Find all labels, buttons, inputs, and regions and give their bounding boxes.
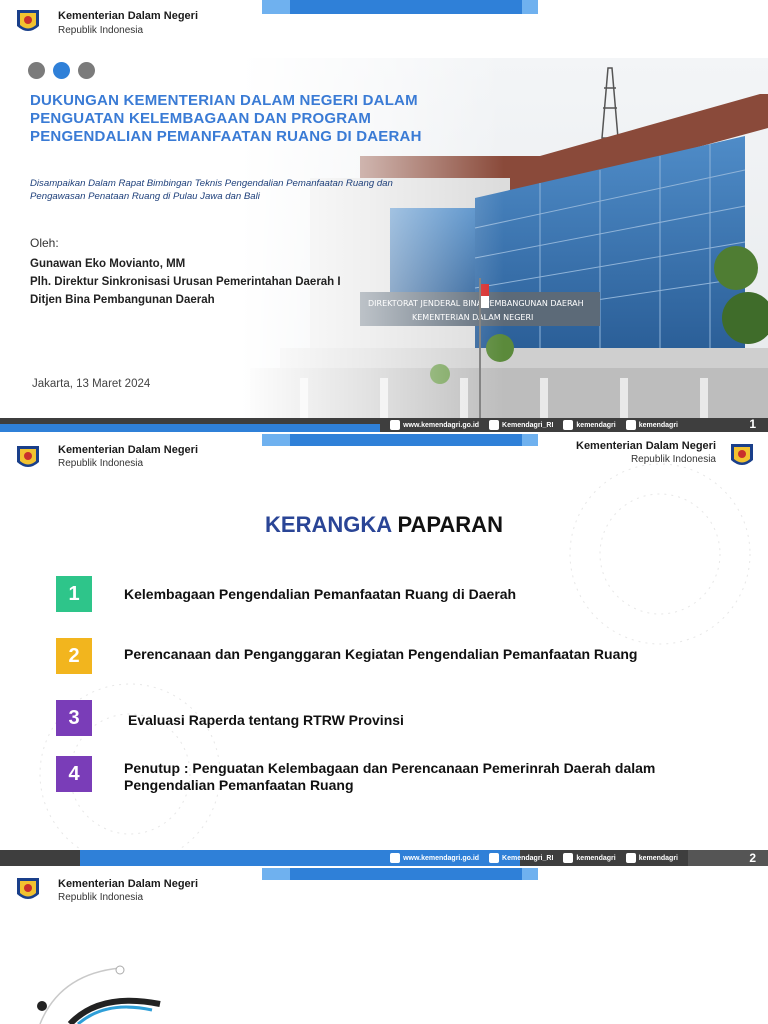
page-number: 2 bbox=[749, 851, 756, 865]
facebook-link[interactable]: Kemendagri_RI bbox=[489, 420, 553, 430]
org-sub: Republik Indonesia bbox=[58, 458, 144, 469]
instagram-icon bbox=[626, 853, 636, 863]
globe-icon bbox=[390, 420, 400, 430]
kemendagri-logo-right bbox=[728, 442, 756, 470]
slide1-subtitle: Disampaikan Dalam Rapat Bimbingan Teknis Pengendalian Pemanfaatan Ruang dan Pengawasan Penataan Ruang di Pulau Jawa dan Bali bbox=[30, 178, 393, 202]
twitter-icon bbox=[563, 853, 573, 863]
orbit-graphic bbox=[20, 964, 180, 1024]
slide-3 bbox=[0, 868, 768, 1024]
title-part-1: KERANGKA bbox=[265, 512, 392, 537]
dot bbox=[28, 62, 45, 79]
website-link[interactable]: www.kemendagri.go.id bbox=[390, 853, 479, 863]
presenter-name: Gunawan Eko Movianto, MM bbox=[30, 258, 186, 270]
page-number: 1 bbox=[749, 417, 756, 431]
by-label: Oleh: bbox=[30, 236, 59, 250]
org-name-right: Kementerian Dalam Negeri bbox=[576, 440, 716, 452]
title-part-2: PAPARAN bbox=[397, 512, 503, 537]
kemendagri-logo bbox=[14, 8, 42, 36]
facebook-link[interactable]: Kemendagri_RI bbox=[489, 853, 553, 863]
instagram-link[interactable]: kemendagri bbox=[626, 420, 678, 430]
website-link[interactable]: www.kemendagri.go.id bbox=[390, 420, 479, 430]
twitter-icon bbox=[563, 420, 573, 430]
slide1-date: Jakarta, 13 Maret 2024 bbox=[32, 378, 151, 390]
slide-dots bbox=[28, 62, 95, 79]
dot-active bbox=[53, 62, 70, 79]
footer-accent bbox=[0, 424, 380, 432]
agenda-item-1: Kelembagaan Pengendalian Pemanfaatan Ruang di Daerah bbox=[124, 586, 517, 602]
org-name: Kementerian Dalam Negeri bbox=[58, 444, 198, 456]
agenda-item-2: Perencanaan dan Penganggaran Kegiatan Pengendalian Pemanfaatan Ruang bbox=[124, 646, 638, 662]
decorative-dots bbox=[560, 454, 760, 654]
page-tab bbox=[688, 850, 768, 866]
item-number-3: 3 bbox=[56, 700, 92, 736]
presenter-position: Plh. Direktur Sinkronisasi Urusan Pemerintahan Daerah I bbox=[30, 276, 341, 288]
top-accent bbox=[290, 868, 522, 880]
top-accent bbox=[290, 434, 522, 446]
twitter-link[interactable]: kemendagri bbox=[563, 420, 615, 430]
item-number-2: 2 bbox=[56, 638, 92, 674]
org-name: Kementerian Dalam Negeri bbox=[58, 878, 198, 890]
slide-1 bbox=[0, 0, 768, 432]
twitter-link[interactable]: kemendagri bbox=[563, 853, 615, 863]
agenda-item-3: Evaluasi Raperda tentang RTRW Provinsi bbox=[128, 712, 404, 728]
slide1-title: DUKUNGAN KEMENTERIAN DALAM NEGERI DALAM PENGUATAN KELEMBAGAAN DAN PROGRAM PENGENDALIAN PEMANFAATAN RUANG DI DAERAH bbox=[30, 92, 422, 145]
facebook-icon bbox=[489, 853, 499, 863]
slide2-title bbox=[0, 512, 768, 538]
instagram-icon bbox=[626, 420, 636, 430]
item-number-1: 1 bbox=[56, 576, 92, 612]
org-sub-right: Republik Indonesia bbox=[630, 454, 716, 465]
agenda-item-4: Penutup : Penguatan Kelembagaan dan Perencanaan Pemerinrah Daerah dalam Pengendalian Pemanfaatan Ruang bbox=[124, 760, 656, 793]
kemendagri-logo bbox=[14, 444, 42, 472]
instagram-link[interactable]: kemendagri bbox=[626, 853, 678, 863]
presenter-unit: Ditjen Bina Pembangunan Daerah bbox=[30, 294, 215, 306]
footer-links bbox=[390, 418, 678, 432]
slide-2 bbox=[0, 434, 768, 866]
facebook-icon bbox=[489, 420, 499, 430]
kemendagri-logo bbox=[14, 876, 42, 904]
item-number-4: 4 bbox=[56, 756, 92, 792]
globe-icon bbox=[390, 853, 400, 863]
top-accent bbox=[290, 0, 522, 14]
dot bbox=[78, 62, 95, 79]
org-name: Kementerian Dalam Negeri bbox=[58, 10, 198, 22]
footer-links bbox=[390, 850, 678, 866]
org-sub: Republik Indonesia bbox=[58, 25, 144, 36]
org-sub: Republik Indonesia bbox=[58, 892, 144, 903]
